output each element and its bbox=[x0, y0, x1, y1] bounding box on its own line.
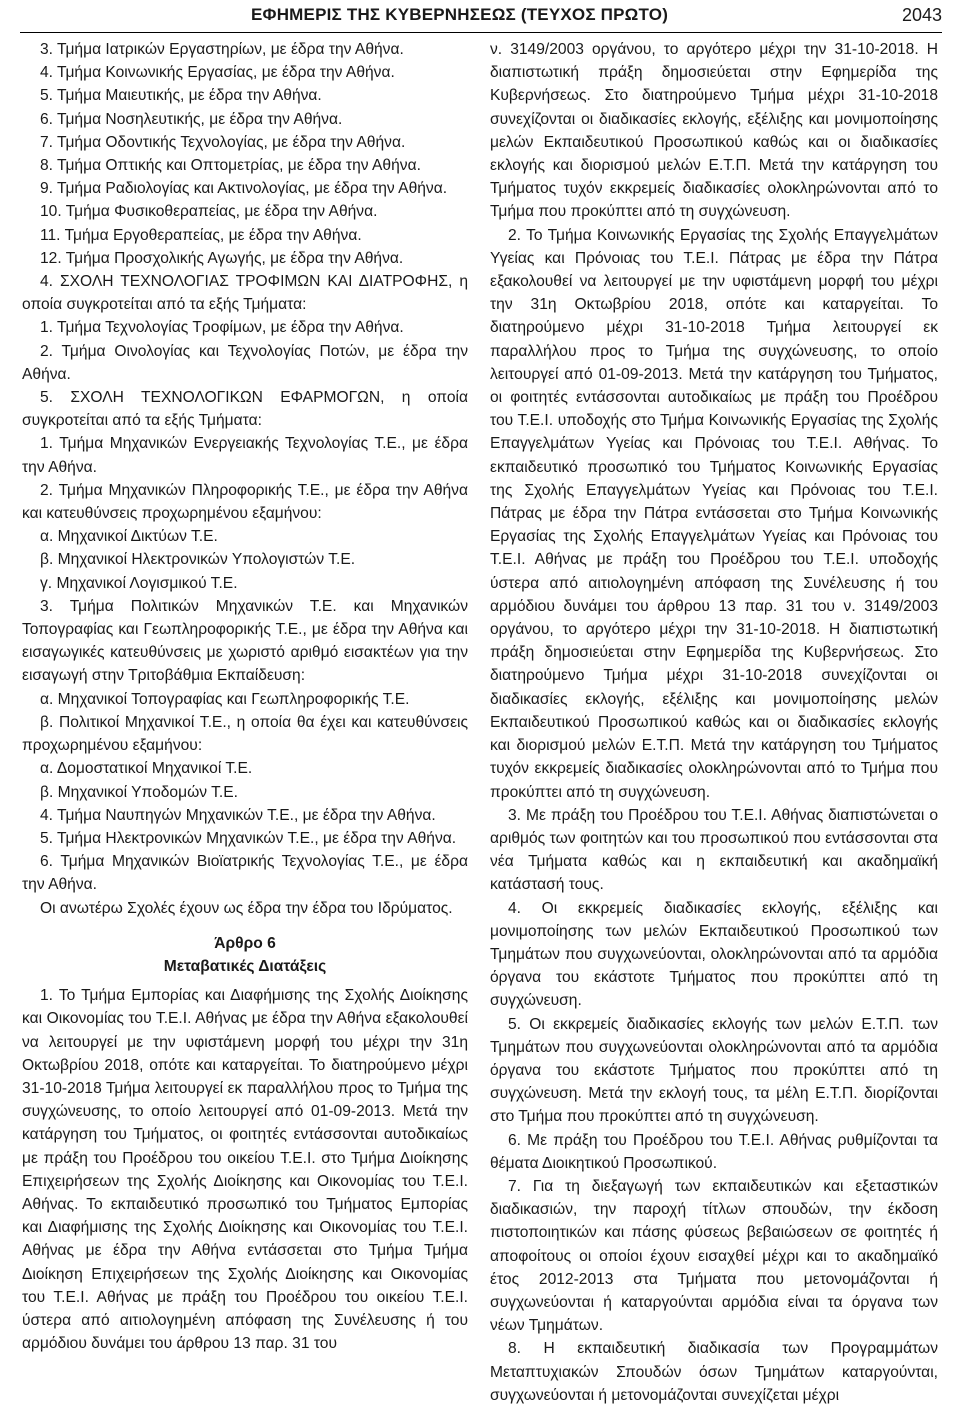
paragraph: 2. Το Τμήμα Κοινωνικής Εργασίας της Σχολής Επαγγελμάτων Υγείας και Πρόνοιας του Τ.Ε.Ι. Πάτρας με έδρα την Πάτρα εξακολουθεί να λειτουργεί με την υφιστάμενη μορφή του μέχρι την 31η Οκτωβρίου 2018, οπότε και καταργείται. Το διατηρούμενο μέχρι 31-10-2018 Τμήμα λειτουργεί εκ παραλλήλου προς το Τμήμα της συγχώνευσης, το οποίο λειτουργεί από 01-09-2013. Μετά την κατάργηση του Τμήματος, οι φοιτητές εντάσσονται αυτοδικαίως με πράξη του Προέδρου του Τ.Ε.Ι. υποδοχής στο Τμήμα Κοινωνικής Εργασίας της Σχολής Επαγγελμάτων Υγείας και Πρόνοιας του Τ.Ε.Ι. Αθήνας. Το εκπαιδευτικό προσωπικό του Τμήματος Κοινωνικής Εργασίας της Σχολής Επαγγελμάτων Υγείας και Πρόνοιας του Τ.Ε.Ι. Πάτρας με έδρα την Πάτρα εντάσσεται στο Τμήμα Κοινωνικής Εργασίας της Σχολής Επαγγελμάτων Υγείας και Πρόνοιας του Τ.Ε.Ι. Αθήνας με πράξη του Προέδρου του Τ.Ε.Ι. υποδοχής ύστερα από αιτιολογημένη απόφαση της Συνέλευσης ή του αρμόδιου δυνάμει του άρθρου 13 παρ. 31 του ν. 3149/2003 οργάνου, το αργότερο μέχρι την 31-10-2018. Η διαπιστωτική πράξη δημοσιεύεται στην Εφημερίδα της Κυβερνήσεως. Στο διατηρούμενο Τμήμα μέχρι 31-10-2018 συνεχίζονται οι διαδικασίες εκλογής, εξέλιξης και μονιμοποίησης μελών Εκπαιδευτικού Προσωπικού καθώς και οι διαδικασίες εκλογής και διορισμού μελών Ε.Τ.Π. Μετά την κατάργηση του Τμήματος τυχόν εκκρεμείς διαδικασίες ολοκληρώνονται από το Τμήμα που προκύπτει από τη συγχώνευση. bbox=[490, 226, 938, 801]
list-item: 4. Τμήμα Κοινωνικής Εργασίας, με έδρα την Αθήνα. bbox=[40, 64, 395, 82]
paragraph: 1. Το Τμήμα Εμπορίας και Διαφήμισης της Σχολής Διοίκησης και Οικονομίας του Τ.Ε.Ι. Αθήνας με έδρα την Αθήνα εξακολουθεί να λειτουργεί με την υφιστάμενη μορφή του μέχρι την 31η Οκτωβρίου 2018, οπότε και καταργείται. Το διατηρούμενο μέχρι 31-10-2018 Τμήμα λειτουργεί εκ παραλλήλου προς το Τμήμα της συγχώνευσης, το οποίο λειτουργεί από 01-09-2013. Μετά την κατάργηση του Τμήματος, οι φοιτητές εντάσσονται αυτοδικαίως με πράξη του Προέδρου του οικείου Τ.Ε.Ι. στο Τμήμα Διοίκησης Επιχειρήσεων της Σχολής Διοίκησης και Οικονομίας του Τ.Ε.Ι. Αθήνας. Το εκπαιδευτικό προσωπικό του Τμήματος Εμπορίας και Διαφήμισης της Σχολής Διοίκησης και Οικονομίας του Τ.Ε.Ι. Αθήνας με έδρα την Αθήνα εντάσσεται στο Τμήμα Τμήμα Διοίκηση Επιχειρήσεων της Σχολής Διοίκησης και Οικονομίας του Τ.Ε.Ι. Αθήνας με πράξη του Προέδρου του οικείου Τ.Ε.Ι. ύστερα από αιτιολογημένη απόφαση της Συνέλευσης ή του αρμόδιου δυνάμει του άρθρου 13 παρ. 31 του bbox=[22, 987, 468, 1353]
list-item: 4. Τμήμα Ναυπηγών Μηχανικών Τ.Ε., με έδρα την Αθήνα. bbox=[40, 806, 436, 824]
right-column bbox=[490, 38, 938, 1407]
list-subitem: α. Δομοστατικοί Μηχανικοί Τ.Ε. bbox=[40, 760, 253, 778]
list-item: 5. Τμήμα Μαιευτικής, με έδρα την Αθήνα. bbox=[40, 87, 322, 105]
list-item: 8. Τμήμα Οπτικής και Οπτομετρίας, με έδρα την Αθήνα. bbox=[40, 157, 421, 175]
list-item: 2. Τμήμα Μηχανικών Πληροφορικής Τ.Ε., με έδρα την Αθήνα και κατευθύνσεις προχωρημένου εξαμήνου: bbox=[22, 481, 468, 523]
paragraph: 4. Οι εκκρεμείς διαδικασίες εκλογής, εξέλιξης και μονιμοποίησης των μελών Εκπαιδευτικού Προσωπικού των Τμημάτων που συγχωνεύονται, ολοκληρώνονται από τα αρμόδια όργανα του εκάστοτε Τμήματος που προκύπτει από τη συγχώνευση. bbox=[490, 899, 938, 1010]
list-item: 7. Τμήμα Οδοντικής Τεχνολογίας, με έδρα την Αθήνα. bbox=[40, 133, 406, 151]
article-heading bbox=[22, 932, 468, 978]
paragraph: 3. Με πράξη του Προέδρου του Τ.Ε.Ι. Αθήνας διαπιστώνεται ο αριθμός των φοιτητών και του προσωπικού που εντάσσονται στα νέα Τμήματα καθώς και η εκπαιδευτική και ακαδημαϊκή κατάστασή τους. bbox=[490, 806, 938, 894]
list-item: 9. Τμήμα Ραδιολογίας και Ακτινολογίας, με έδρα την Αθήνα. bbox=[40, 180, 448, 198]
list-item: 1. Τμήμα Τεχνολογίας Τροφίμων, με έδρα την Αθήνα. bbox=[40, 319, 404, 337]
paragraph: 6. Με πράξη του Προέδρου του Τ.Ε.Ι. Αθήνας ρυθμίζονται τα θέματα Διοικητικού Προσωπικού. bbox=[490, 1131, 938, 1172]
list-item: 3. Τμήμα Πολιτικών Μηχανικών Τ.Ε. και Μηχανικών Τοπογραφίας και Γεωπληροφορικής Τ.Ε., με έδρα την Αθήνα και εισαγωγικές κατευθύνσεις με χωριστό αριθμό εισακτέων για την εισαγωγή στην Τριτοβάθμια Εκπαίδευση: bbox=[22, 597, 468, 685]
school-heading: 4. ΣΧΟΛΗ ΤΕΧΝΟΛΟΓΙΑΣ ΤΡΟΦΙΜΩΝ ΚΑΙ ΔΙΑΤΡΟΦΗΣ, η οποία συγκροτείται από τα εξής Τμήματα: bbox=[22, 273, 468, 314]
article-title: Μεταβατικές Διατάξεις bbox=[163, 957, 327, 975]
paragraph: ν. 3149/2003 οργάνου, το αργότερο μέχρι την 31-10-2018. Η διαπιστωτική πράξη δημοσιεύεται στην Εφημερίδα της Κυβερνήσεως. Στο διατηρούμενο Τμήμα μέχρι 31-10-2018 συνεχίζονται οι διαδικασίες εκλογής, εξέλιξης και μονιμοποίησης μελών Εκπαιδευτικού Προσωπικού καθώς και οι διαδικασίες εκλογής και διορισμού μελών Ε.Τ.Π. Μετά την κατάργηση του Τμήματος τυχόν εκκρεμείς διαδικασίες ολοκληρώνονται από το Τμήμα που προκύπτει από τη συγχώνευση. bbox=[490, 41, 938, 221]
paragraph: 8. Η εκπαιδευτική διαδικασία των Προγραμμάτων Μεταπτυχιακών Σπουδών όσων Τμημάτων καταργούνται, συγχωνεύονται ή μετονομάζονται συνεχίζεται μέχρι bbox=[490, 1340, 938, 1404]
page-header bbox=[20, 2, 942, 33]
list-item: 10. Τμήμα Φυσικοθεραπείας, με έδρα την Αθήνα. bbox=[40, 203, 378, 221]
list-subitem: β. Πολιτικοί Μηχανικοί Τ.Ε., η οποία θα έχει και κατευθύνσεις προχωρημένου εξαμήνου: bbox=[22, 713, 468, 755]
paragraph: Οι ανωτέρω Σχολές έχουν ως έδρα την έδρα του Ιδρύματος. bbox=[40, 899, 453, 917]
page-number: 2043 bbox=[901, 5, 942, 25]
list-item: 1. Τμήμα Μηχανικών Ενεργειακής Τεχνολογίας Τ.Ε., με έδρα την Αθήνα. bbox=[22, 435, 468, 476]
left-column bbox=[22, 38, 468, 1355]
list-item: 3. Τμήμα Ιατρικών Εργαστηρίων, με έδρα την Αθήνα. bbox=[40, 41, 404, 58]
list-item: 6. Τμήμα Μηχανικών Βιοϊατρικής Τεχνολογίας Τ.Ε., με έδρα την Αθήνα. bbox=[22, 853, 468, 894]
list-item: 6. Τμήμα Νοσηλευτικής, με έδρα την Αθήνα. bbox=[40, 110, 343, 128]
article-number: Άρθρο 6 bbox=[214, 934, 276, 952]
list-item: 5. Τμήμα Ηλεκτρονικών Μηχανικών Τ.Ε., με έδρα την Αθήνα. bbox=[40, 829, 457, 847]
list-subitem: γ. Μηχανικοί Λογισμικού Τ.Ε. bbox=[40, 574, 238, 592]
paragraph: 5. Οι εκκρεμείς διαδικασίες εκλογής των μελών Ε.Τ.Π. των Τμημάτων που συγχωνεύονται ολοκληρώνονται από τα αρμόδια όργανα του εκάστοτε Τμήματος που προκύπτει από τη συγχώνευση. Μετά την εκλογή τους, τα μέλη Ε.Τ.Π. διορίζονται στο Τμήμα που προκύπτει από τη συγχώνευση. bbox=[490, 1015, 938, 1126]
gazette-title: ΕΦΗΜΕΡΙΣ ΤΗΣ ΚΥΒΕΡΝΗΣΕΩΣ (ΤΕΥΧΟΣ ΠΡΩΤΟ) bbox=[251, 5, 669, 24]
list-subitem: α. Μηχανικοί Τοπογραφίας και Γεωπληροφορικής Τ.Ε. bbox=[40, 690, 410, 708]
list-item: 12. Τμήμα Προσχολικής Αγωγής, με έδρα την Αθήνα. bbox=[40, 249, 404, 267]
list-subitem: α. Μηχανικοί Δικτύων Τ.Ε. bbox=[40, 528, 218, 546]
school-heading: 5. ΣΧΟΛΗ ΤΕΧΝΟΛΟΓΙΚΩΝ ΕΦΑΡΜΟΓΩΝ, η οποία συγκροτείται από τα εξής Τμήματα: bbox=[22, 389, 468, 430]
list-subitem: β. Μηχανικοί Υποδομών Τ.Ε. bbox=[40, 783, 238, 801]
paragraph: 7. Για τη διεξαγωγή των εκπαιδευτικών και εξεταστικών διαδικασιών, την παροχή τίτλων σπουδών, την έκδοση πιστοποιητικών και πάσης φύσεως βεβαιώσεων σε φοιτητές ή αποφοίτους οι οποίοι έχουν εισαχθεί μέχρι και το ακαδημαϊκό έτος 2012-2013 στα Τμήματα που μετονομάζονται ή συγχωνεύονται ή καταργούνται αρμόδια είναι τα όργανα των νέων Τμημάτων. bbox=[490, 1177, 938, 1335]
list-subitem: β. Μηχανικοί Ηλεκτρονικών Υπολογιστών Τ.Ε. bbox=[40, 551, 356, 569]
list-item: 2. Τμήμα Οινολογίας και Τεχνολογίας Ποτών, με έδρα την Αθήνα. bbox=[22, 342, 468, 383]
list-item: 11. Τμήμα Εργοθεραπείας, με έδρα την Αθήνα. bbox=[40, 226, 362, 244]
